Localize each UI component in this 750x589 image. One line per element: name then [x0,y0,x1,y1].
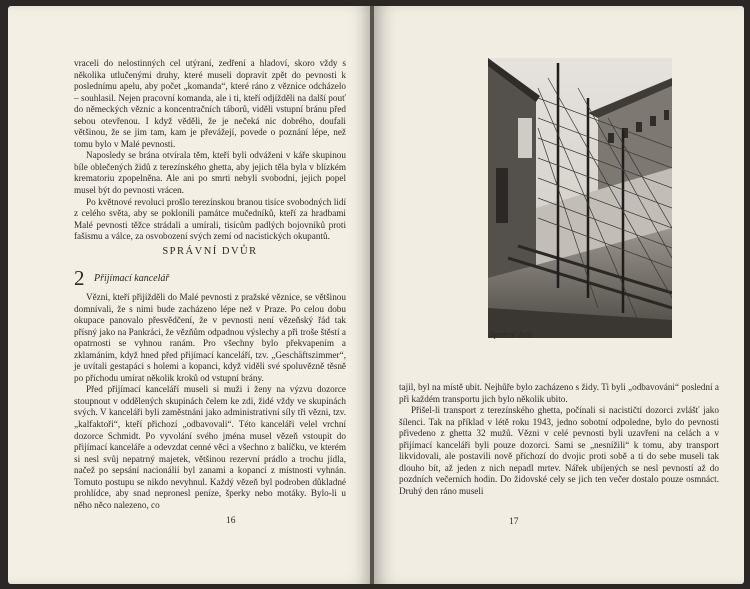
paragraph: Vězni, kteří přijížděli do Malé pevnosti z pražské věznice, se většinou domnívali, že s nimi bude zacházeno lépe než v Praze. Po celou dobu okupace panovalo přesvědčení, že v pevnosti není vězeňský řád tak přísný jako na Pankráci, že vězňům odpadnou výslechy a při troše štěstí a opatrnosti se vyhnou ranám. Pro všechny bylo překvapením a zklamáním, když hned před přijímací kanceláří, tzv. „Geschäftszimmer“, je uvítali gestapáci s holemi a kopanci, když viděli své spoluvězně těsně po příchodu umírat několik kroků od vstupní brány. [74,292,346,383]
chapter-heading [74,268,346,288]
paragraph: Po květnové revoluci prošlo terezínskou branou tisíce svobodných lidí z celého světa, aby se poklonili památce mučedníků, kteří za hradbami Malé pevnosti těžce strádali a umírali, tisícům padlých bojovníků proti fašismu a válce, za osvobození svých zemí od nacistických okupantů. [74,196,346,242]
left-page [8,6,372,584]
paragraph: vraceli do nelostinných cel utýraní, zedření a hladoví, skoro vždy s několika utlučenými druhy, které museli dopravit zpět do pevnosti k poslednímu apelu, aby počet „komanda“, které ráno z věznice odcházelo – souhlasil. Nejen pracovní komanda, ale i ti, kteří odjížděli na další pouť do německých věznic a koncentračních táborů, viděli vstupní bránu před sebou otevřenou. I když věděli, že je nečeká nic dobrého, doufali většinou, že se jim tam, kam je převážejí, povede o poznání lépe, než tomu bylo v Malé pevnosti. [74,58,346,149]
photo-caption: Správní dvůr [490,330,534,339]
section-title: SPRÁVNÍ DVŮR [162,246,258,257]
chapter-title: Přijímací kancelář [94,273,170,284]
left-body-top [74,58,346,243]
paragraph: Naposledy se brána otvírala těm, kteří byli odváženi v káře skupinou bíle oblečených židů z terezínského ghetta, aby jejich těla byla v blízkém krematoriu zpopelněna. Ale ani po smrti nebyli svobodni, jejich popel musel být do pevnosti vrácen. [74,150,346,196]
right-body [399,382,719,497]
paragraph: Před přijímací kanceláří museli si muži i ženy na výzvu dozorce stoupnout v oddělených skupinách čelem ke zdi, židé vždy ve skupinách svých. V kanceláři byli zaměstnáni jako administrativní síly tři vězni, tzv. „kalfaktoři“, kteří přichozí „odbavovali“. Této kanceláři velel vrchní dozorce Schmidt. Po vyvolání svého jména musel vězeň vstoupit do přijímací kanceláře a odevzdat cenné věci a všechno z balíčku, ve kterém si nesl svůj nepatrný majetek, většinou rezervní prádlo a trochu jídla, načež po sepsání nacionálií byl zanami a kopanci z místnosti vyhnán. Tomuto postupu se nikdo nevyhnul. Každý vězeň byl podroben důkladné prohlídce, aby snad nepronesl peníze, šperky nebo motáky. Bylo-li u něho něco nalezeno, co [74,384,346,510]
right-page [374,6,744,584]
page-number: 17 [509,517,519,527]
paragraph: Přišel-li transport z terezínského ghetta, počínali si nacističtí dozorci zvlášť jako šílenci. Tak na příklad v létě roku 1943, jedno sobotní odpoledne, bylo do pevnosti přivedeno z ghetta 32 mužů. Vězni v celé pevnosti byli uzavřeni na celách a v přijímací kanceláři byli pouze dozorci. Sami se „nesnížili“ k tomu, aby transport likvidovali, ale postavili nově příchozí do dvojic proti sobě a ti do sebe museli tak dlouho bít, až jeden z nich nepadl mrtev. Nářek ubíjených se nesl pevností až do pozdních večerních hodin. Do židovské cely se jich ten večer dostalo pouze osmnáct. Druhý den ráno museli [399,405,719,496]
paragraph: tajil, byl na místě ubit. Nejhůře bylo zacházeno s židy. Ti byli „odbavováni“ poslední a při každém transportu jich bylo několik ubito. [399,382,719,404]
page-number: 16 [226,516,236,526]
left-body-bottom [74,292,346,511]
chapter-number: 2 [74,266,85,290]
book-spread [8,6,744,584]
courtyard-photo [488,58,672,338]
